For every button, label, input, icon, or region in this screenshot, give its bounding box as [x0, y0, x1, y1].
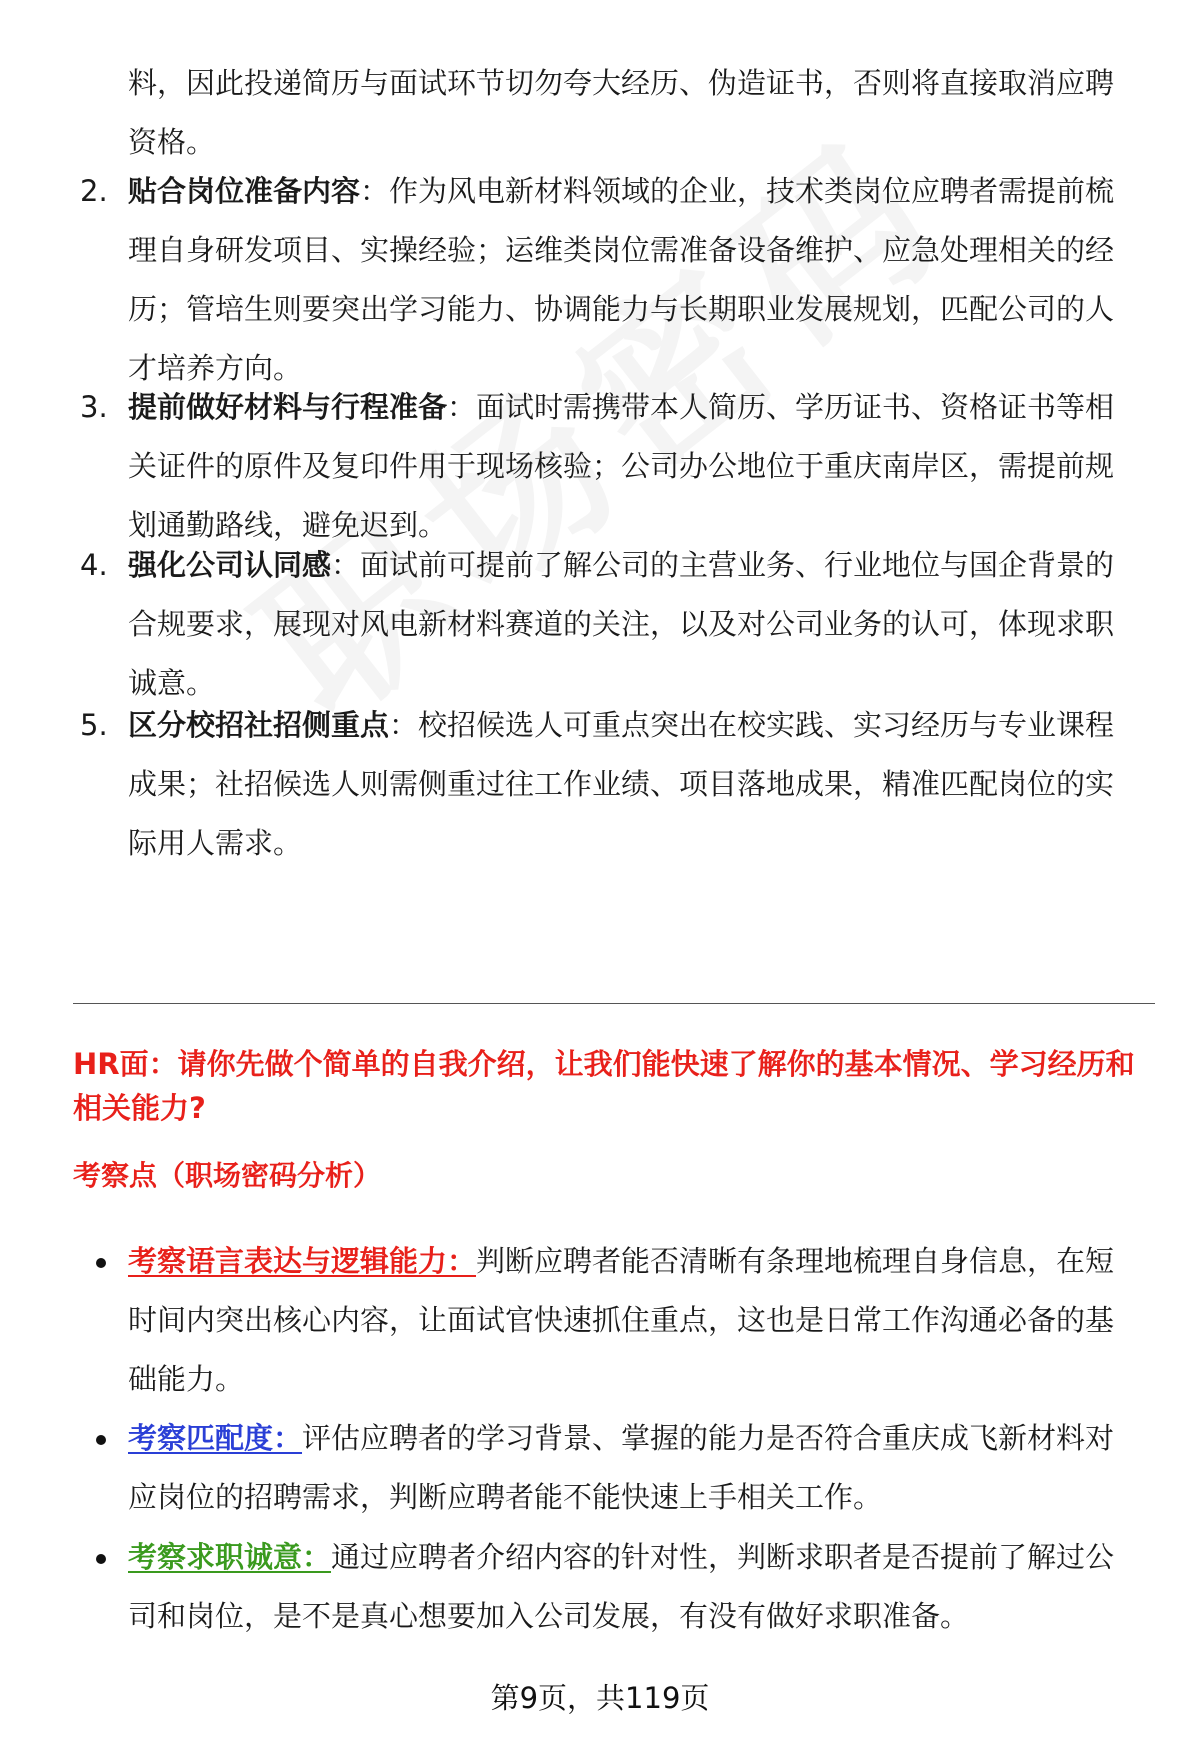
- tip-title: 提前做好材料与行程准备: [128, 390, 448, 424]
- tip-text: ：校招候选人可重点突出在校实践、实习经历与专业课程成果；社招候选人则需侧重过往工作业绩、项目落地成果，精准匹配岗位的实际用人需求。: [128, 708, 1115, 860]
- tip-text: ：面试前可提前了解公司的主营业务、行业地位与国企背景的合规要求，展现对风电新材料赛道的关注，以及对公司业务的认可，体现求职诚意。: [128, 548, 1115, 700]
- bullet-dot-icon: [96, 1435, 106, 1445]
- tip-item: [80, 162, 1142, 398]
- bullet-dot-icon: [96, 1554, 106, 1564]
- tip-body: [128, 378, 1142, 555]
- tip-text: ：面试时需携带本人简历、学历证书、资格证书等相关证件的原件及复印件用于现场核验；公司办公地位于重庆南岸区，需提前规划通勤路线，避免迟到。: [128, 390, 1115, 542]
- analysis-point-body: [128, 1528, 1142, 1646]
- analysis-point: [96, 1528, 1142, 1646]
- tip-body: [128, 162, 1142, 398]
- tip-number: 5.: [80, 708, 108, 742]
- analysis-point-title: 考察匹配度：: [128, 1421, 303, 1455]
- tip-number: 2.: [80, 174, 108, 208]
- section-divider: [73, 1003, 1155, 1004]
- tip-body: [128, 696, 1142, 873]
- tip-number: 3.: [80, 390, 108, 424]
- interview-question: HR面：请你先做个简单的自我介绍，让我们能快速了解你的基本情况、学习经历和相关能力?: [73, 1047, 1135, 1125]
- tip-title: 贴合岗位准备内容: [128, 174, 361, 208]
- tip-item: [80, 696, 1142, 873]
- analysis-point-title: 考察语言表达与逻辑能力：: [128, 1244, 477, 1278]
- bullet-dot-icon: [96, 1258, 106, 1268]
- page-number-footer: 第9页，共119页: [490, 1681, 710, 1715]
- tip-number: 4.: [80, 548, 108, 582]
- tip-item: [80, 536, 1142, 713]
- analysis-point-text: 评估应聘者的学习背景、掌握的能力是否符合重庆成飞新材料对应岗位的招聘需求，判断应聘者能不能快速上手相关工作。: [128, 1421, 1115, 1514]
- tip-title: 区分校招社招侧重点: [128, 708, 390, 742]
- analysis-point: [96, 1409, 1142, 1527]
- analysis-heading: 考察点（职场密码分析）: [73, 1159, 382, 1192]
- analysis-point: [96, 1232, 1142, 1409]
- analysis-point-body: [128, 1409, 1142, 1527]
- analysis-point-body: [128, 1232, 1142, 1409]
- tip-item: [80, 378, 1142, 555]
- analysis-point-text: 判断应聘者能否清晰有条理地梳理自身信息，在短时间内突出核心内容，让面试官快速抓住重点，这也是日常工作沟通必备的基础能力。: [128, 1244, 1115, 1396]
- intro-paragraph: 料，因此投递简历与面试环节切勿夸大经历、伪造证书，否则将直接取消应聘资格。: [128, 66, 1115, 159]
- tip-text: ：作为风电新材料领域的企业，技术类岗位应聘者需提前梳理自身研发项目、实操经验；运维类岗位需准备设备维护、应急处理相关的经历；管培生则要突出学习能力、协调能力与长期职业发展规划，匹配公司的人才培养方向。: [128, 174, 1115, 385]
- tip-title: 强化公司认同感: [128, 548, 332, 582]
- analysis-point-title: 考察求职诚意：: [128, 1540, 332, 1574]
- analysis-point-text: 通过应聘者介绍内容的针对性，判断求职者是否提前了解过公司和岗位，是不是真心想要加入公司发展，有没有做好求职准备。: [128, 1540, 1115, 1633]
- tip-body: [128, 536, 1142, 713]
